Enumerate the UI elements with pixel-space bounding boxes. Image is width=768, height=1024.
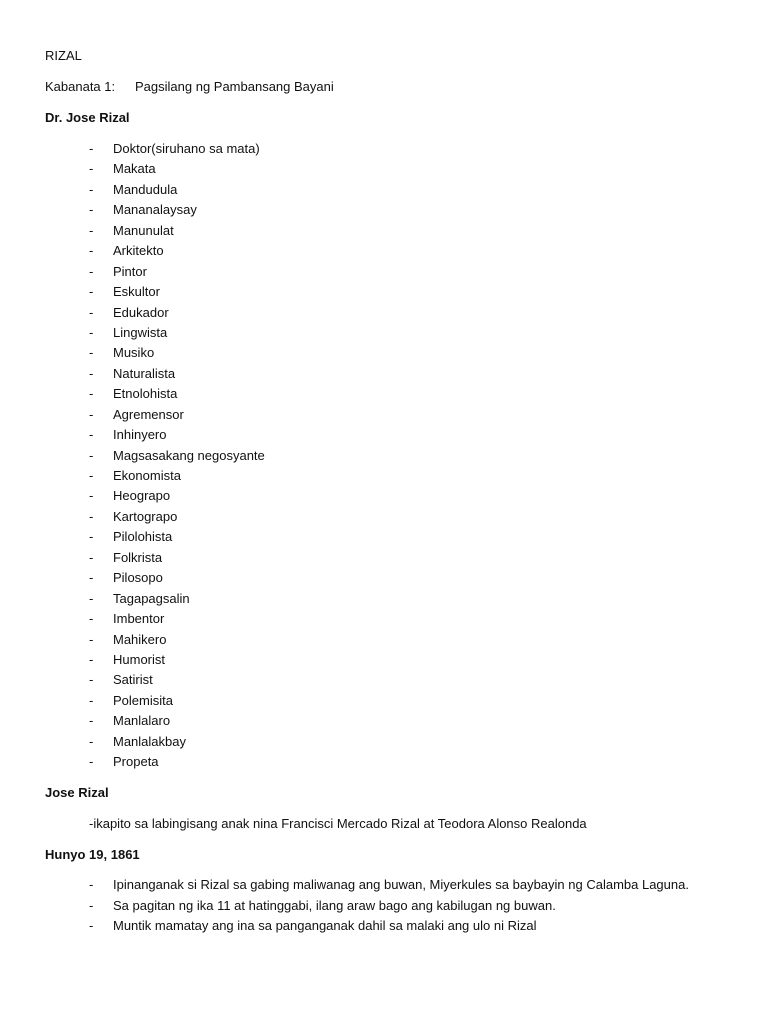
birth-fact-item-text: Sa pagitan ng ika 11 at hatinggabi, ilang araw bago ang kabilugan ng buwan.: [113, 897, 556, 913]
profession-item-text: Pilolohista: [113, 529, 173, 545]
list-dash: -: [89, 611, 94, 627]
profession-item-text: Imbentor: [113, 611, 165, 627]
profession-item-text: Doktor(siruhano sa mata): [113, 141, 260, 156]
list-dash: -: [89, 877, 94, 892]
profession-item-text: Magsasakang negosyante: [113, 447, 265, 463]
profession-item-text: Pilosopo: [113, 570, 163, 586]
list-dash: -: [89, 570, 94, 586]
list-dash: -: [89, 304, 94, 320]
list-dash: -: [89, 754, 94, 770]
list-dash: -: [89, 713, 94, 729]
profession-item-text: Manlalakbay: [113, 733, 186, 749]
profession-item-text: Mahikero: [113, 631, 167, 647]
profession-item-text: Pintor: [113, 263, 147, 279]
profession-item-text: Manunulat: [113, 222, 174, 238]
list-dash: -: [89, 488, 94, 504]
list-dash: -: [89, 631, 94, 647]
profession-item-text: Musiko: [113, 345, 155, 361]
list-dash: -: [89, 243, 94, 259]
profession-item-text: Humorist: [113, 651, 166, 667]
profession-item-text: Ekonomista: [113, 468, 181, 483]
profession-item-text: Mananalaysay: [113, 202, 197, 218]
list-dash: -: [89, 468, 94, 483]
list-dash: -: [89, 406, 94, 422]
list-dash: -: [89, 365, 94, 381]
profession-item-text: Lingwista: [113, 324, 168, 340]
list-dash: -: [89, 549, 94, 565]
list-dash: -: [89, 345, 94, 361]
list-dash: -: [89, 897, 94, 913]
profession-item-text: Naturalista: [113, 365, 176, 381]
list-dash: -: [89, 672, 94, 688]
profession-item-text: Mandudula: [113, 181, 178, 197]
list-dash: -: [89, 508, 94, 524]
list-dash: -: [89, 222, 94, 238]
profession-item-text: Agremensor: [113, 406, 184, 422]
list-dash: -: [89, 529, 94, 545]
list-dash: -: [89, 284, 94, 300]
list-dash: -: [89, 324, 94, 340]
list-dash: -: [89, 386, 94, 402]
list-dash: -: [89, 590, 94, 606]
list-dash: -: [89, 263, 94, 279]
section-heading-jose-rizal: Jose Rizal: [45, 785, 109, 800]
list-dash: -: [89, 202, 94, 218]
family-info-text: -ikapito sa labingisang anak nina Francisci Mercado Rizal at Teodora Alonso Realonda: [89, 816, 587, 831]
profession-item-text: Heograpo: [113, 488, 171, 504]
chapter-title: Pagsilang ng Pambansang Bayani: [135, 79, 334, 94]
list-dash: -: [89, 447, 94, 463]
birth-fact-item-text: Muntik mamatay ang ina sa panganganak dahil sa malaki ang ulo ni Rizal: [113, 918, 537, 933]
list-dash: -: [89, 181, 94, 197]
section-heading-birth-date: Hunyo 19, 1861: [45, 847, 140, 862]
profession-item-text: Satirist: [113, 672, 153, 688]
profession-item-text: Edukador: [113, 304, 169, 320]
profession-item-text: Manlalaro: [113, 713, 171, 729]
profession-item-text: Propeta: [113, 754, 159, 770]
section-heading-dr-jose-rizal: Dr. Jose Rizal: [45, 110, 130, 125]
list-dash: -: [89, 918, 94, 933]
profession-item-text: Eskultor: [113, 284, 160, 300]
list-dash: -: [89, 161, 94, 177]
list-dash: -: [89, 427, 94, 443]
list-dash: -: [89, 733, 94, 749]
profession-item-text: Polemisita: [113, 692, 173, 708]
profession-item-text: Makata: [113, 161, 156, 177]
document-title: RIZAL: [45, 48, 82, 63]
profession-item-text: Etnolohista: [113, 386, 178, 402]
profession-item-text: Inhinyero: [113, 427, 167, 443]
profession-item-text: Folkrista: [113, 549, 163, 565]
profession-item-text: Arkitekto: [113, 243, 164, 259]
profession-item-text: Kartograpo: [113, 508, 178, 524]
birth-fact-item-text: Ipinanganak si Rizal sa gabing maliwanag ang buwan, Miyerkules sa baybayin ng Calamba Laguna.: [113, 877, 689, 892]
list-dash: -: [89, 141, 94, 156]
list-dash: -: [89, 692, 94, 708]
chapter-label: Kabanata 1:: [45, 79, 116, 94]
chapter-line: [45, 79, 334, 95]
list-dash: -: [89, 651, 94, 667]
profession-item-text: Tagapagsalin: [113, 590, 190, 606]
